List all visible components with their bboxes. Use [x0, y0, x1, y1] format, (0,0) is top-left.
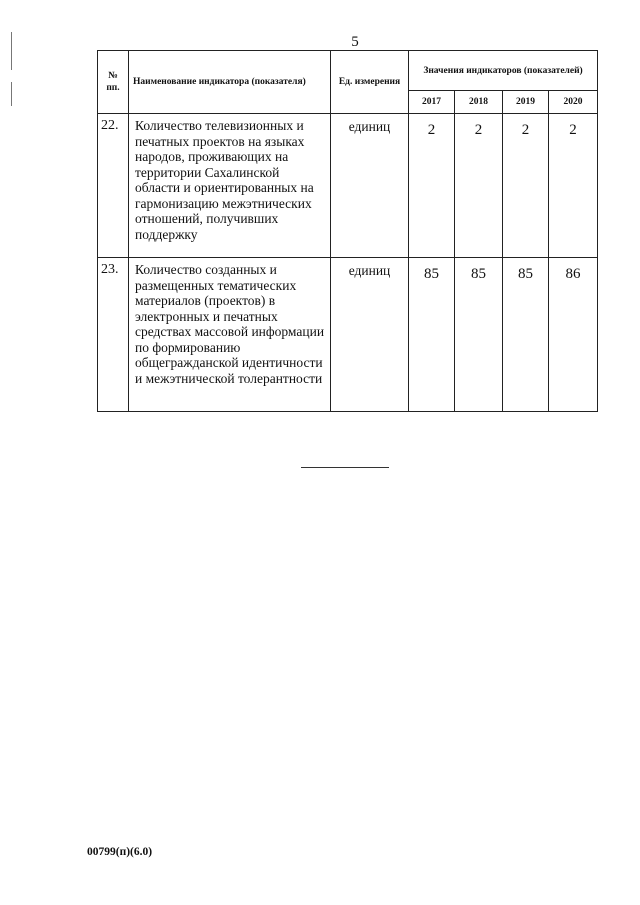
- document-code: 00799(п)(6.0): [87, 846, 153, 858]
- header-year: 2018: [455, 91, 503, 114]
- indicator-value: 2: [549, 114, 598, 258]
- table-row: [98, 114, 598, 258]
- table-row: [98, 258, 598, 412]
- indicator-value: 2: [455, 114, 503, 258]
- indicator-unit: единиц: [331, 258, 409, 412]
- indicator-name: Количество созданных и размещенных тематических материалов (проектов) в электронных и печатных средствах массовой информации по формированию общегражданской идентичности и межэтнической толерантности: [129, 258, 331, 412]
- indicator-value: 85: [503, 258, 549, 412]
- header-name: Наименование индикатора (показателя): [129, 51, 331, 114]
- header-year: 2019: [503, 91, 549, 114]
- indicator-value: 86: [549, 258, 598, 412]
- header-no: № пп.: [98, 51, 129, 114]
- indicator-unit: единиц: [331, 114, 409, 258]
- margin-mark: [11, 32, 12, 70]
- indicator-value: 2: [503, 114, 549, 258]
- indicator-value: 85: [409, 258, 455, 412]
- margin-mark: [11, 82, 12, 106]
- row-number: 22.: [98, 114, 129, 258]
- indicator-name: Количество телевизионных и печатных проектов на языках народов, проживающих на территории Сахалинской области и ориентированных на гармонизацию межэтнических отношений, получивших поддержку: [129, 114, 331, 258]
- indicator-value: 85: [455, 258, 503, 412]
- header-unit: Ед. измерения: [331, 51, 409, 114]
- page-number: 5: [351, 34, 359, 50]
- row-number: 23.: [98, 258, 129, 412]
- header-year: 2017: [409, 91, 455, 114]
- header-values: Значения индикаторов (показателей): [409, 51, 598, 91]
- indicators-table: [97, 50, 598, 412]
- header-year: 2020: [549, 91, 598, 114]
- indicator-value: 2: [409, 114, 455, 258]
- separator-line: [301, 467, 389, 468]
